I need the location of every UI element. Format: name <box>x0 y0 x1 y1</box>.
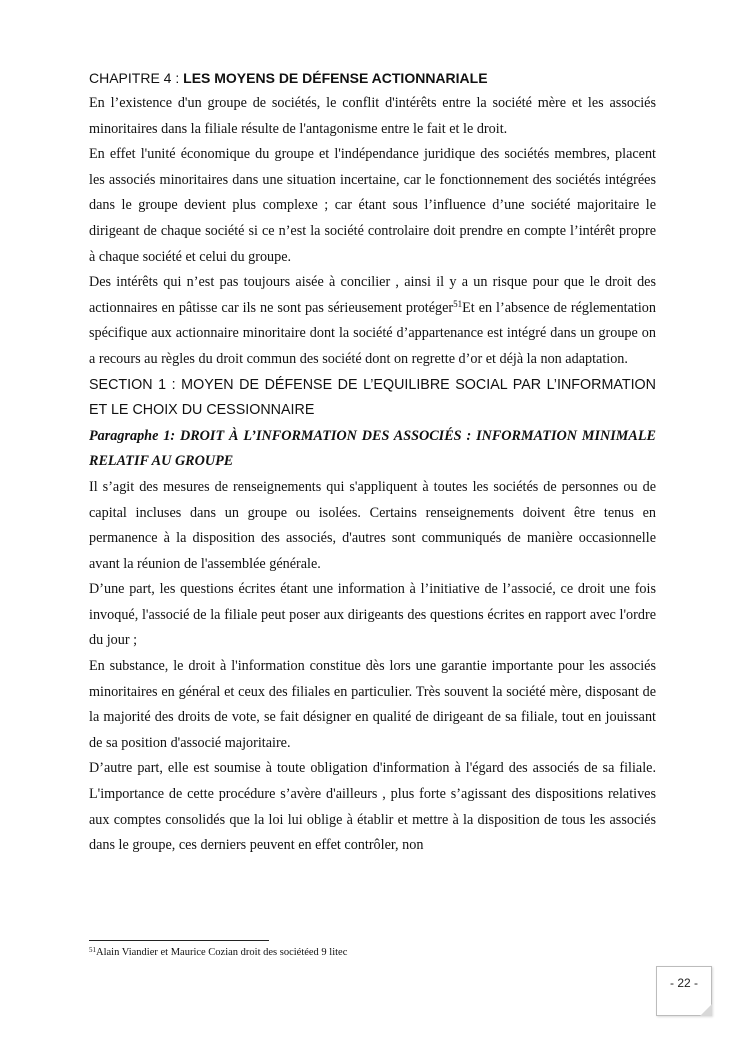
intro-paragraph-3 <box>89 270 656 372</box>
chapter-heading <box>89 66 656 91</box>
footnote-number: 51 <box>89 946 96 954</box>
body-paragraph-1: Il s’agit des mesures de renseignements qui s'appliquent à toutes les sociétés de personnes ou de capital incluses dans un groupe ou isolées. Certains renseignements doivent être tenus en permanence à la disposition des associés, d'autres sont communiqués de manière occasionnelle avant la réunion de l'assemblée générale. <box>89 478 656 572</box>
section-heading: SECTION 1 : MOYEN DE DÉFENSE DE L’EQUILIBRE SOCIAL PAR L’INFORMATION ET LE CHOIX DU CESSIONNAIRE <box>89 376 656 419</box>
page-body <box>89 66 656 859</box>
intro-paragraph-1: En l’existence d'un groupe de sociétés, le conflit d'intérêts entre la société mère et les associés minoritaires dans la filiale résulte de l'antagonisme entre le fait et le droit. <box>89 95 656 137</box>
footnote-text: Alain Viandier et Maurice Cozian droit des sociétéed 9 litec <box>96 947 348 958</box>
chapter-title: LES MOYENS DE DÉFENSE ACTIONNARIALE <box>183 70 488 86</box>
chapter-prefix: CHAPITRE 4 : <box>89 70 184 86</box>
footnote-divider <box>89 940 269 941</box>
para3-text-before: Des intérêts qui n’est pas toujours aisée à concilier , ainsi il y a un risque pour que le droit des actionnaires en pâtisse car ils ne sont pas sérieusement protéger <box>89 274 656 316</box>
footnote <box>89 947 347 958</box>
page-curl-icon <box>700 1004 712 1016</box>
footnote-reference[interactable]: 51 <box>453 298 463 309</box>
page-number-badge <box>656 966 712 1016</box>
body-paragraph-3: En substance, le droit à l'information constitue dès lors une garantie importante pour les associés minoritaires en général et ceux des filiales en particulier. Très souvent la société mère, disposant de la majorité des droits de vote, se fait désigner en qualité de dirigeant de sa filiale, tout en jouissant de sa position d'associé majoritaire. <box>89 658 656 751</box>
body-paragraph-4: D’autre part, elle est soumise à toute obligation d'information à l'égard des associés de sa filiale. L'importance de cette procédure s’avère d'ailleurs , plus forte s’agissant des dispositions relatives aux comptes consolidés que la loi lui oblige à établir et mettre à la disposition de tous les associés dans le groupe, ces derniers peuvent en effet contrôler, non <box>89 760 656 854</box>
paragraph-heading: Paragraphe 1: DROIT À L’INFORMATION DES ASSOCIÉS : INFORMATION MINIMALE RELATIF AU GROUPE <box>89 427 656 470</box>
page-number: - 22 - <box>669 976 698 990</box>
body-paragraph-2: D’une part, les questions écrites étant une information à l’initiative de l’associé, ce droit une fois invoqué, l'associé de la filiale peut poser aux dirigeants des questions écrites en rapport avec l'ordre du jour ; <box>89 581 656 649</box>
para3-text-after: Et en l’absence de réglementation spécifique aux actionnaire minoritaire dont la société d’appartenance est intégré dans un groupe on a recours au règles du droit commun des société dont on regrette d’or et déjà la non adaptation. <box>89 299 656 367</box>
intro-paragraph-2: En effet l'unité économique du groupe et l'indépendance juridique des sociétés membres, placent les associés minoritaires dans une situation incertaine, car le fonctionnement des sociétés intégrées dans le groupe devient plus complexe ; car étant sous l’influence d’une société majoritaire le dirigeant de chaque société si ce n’est la société controlaire doit prendre en compte l’intérêt propre à chaque société et celui du groupe. <box>89 146 656 265</box>
